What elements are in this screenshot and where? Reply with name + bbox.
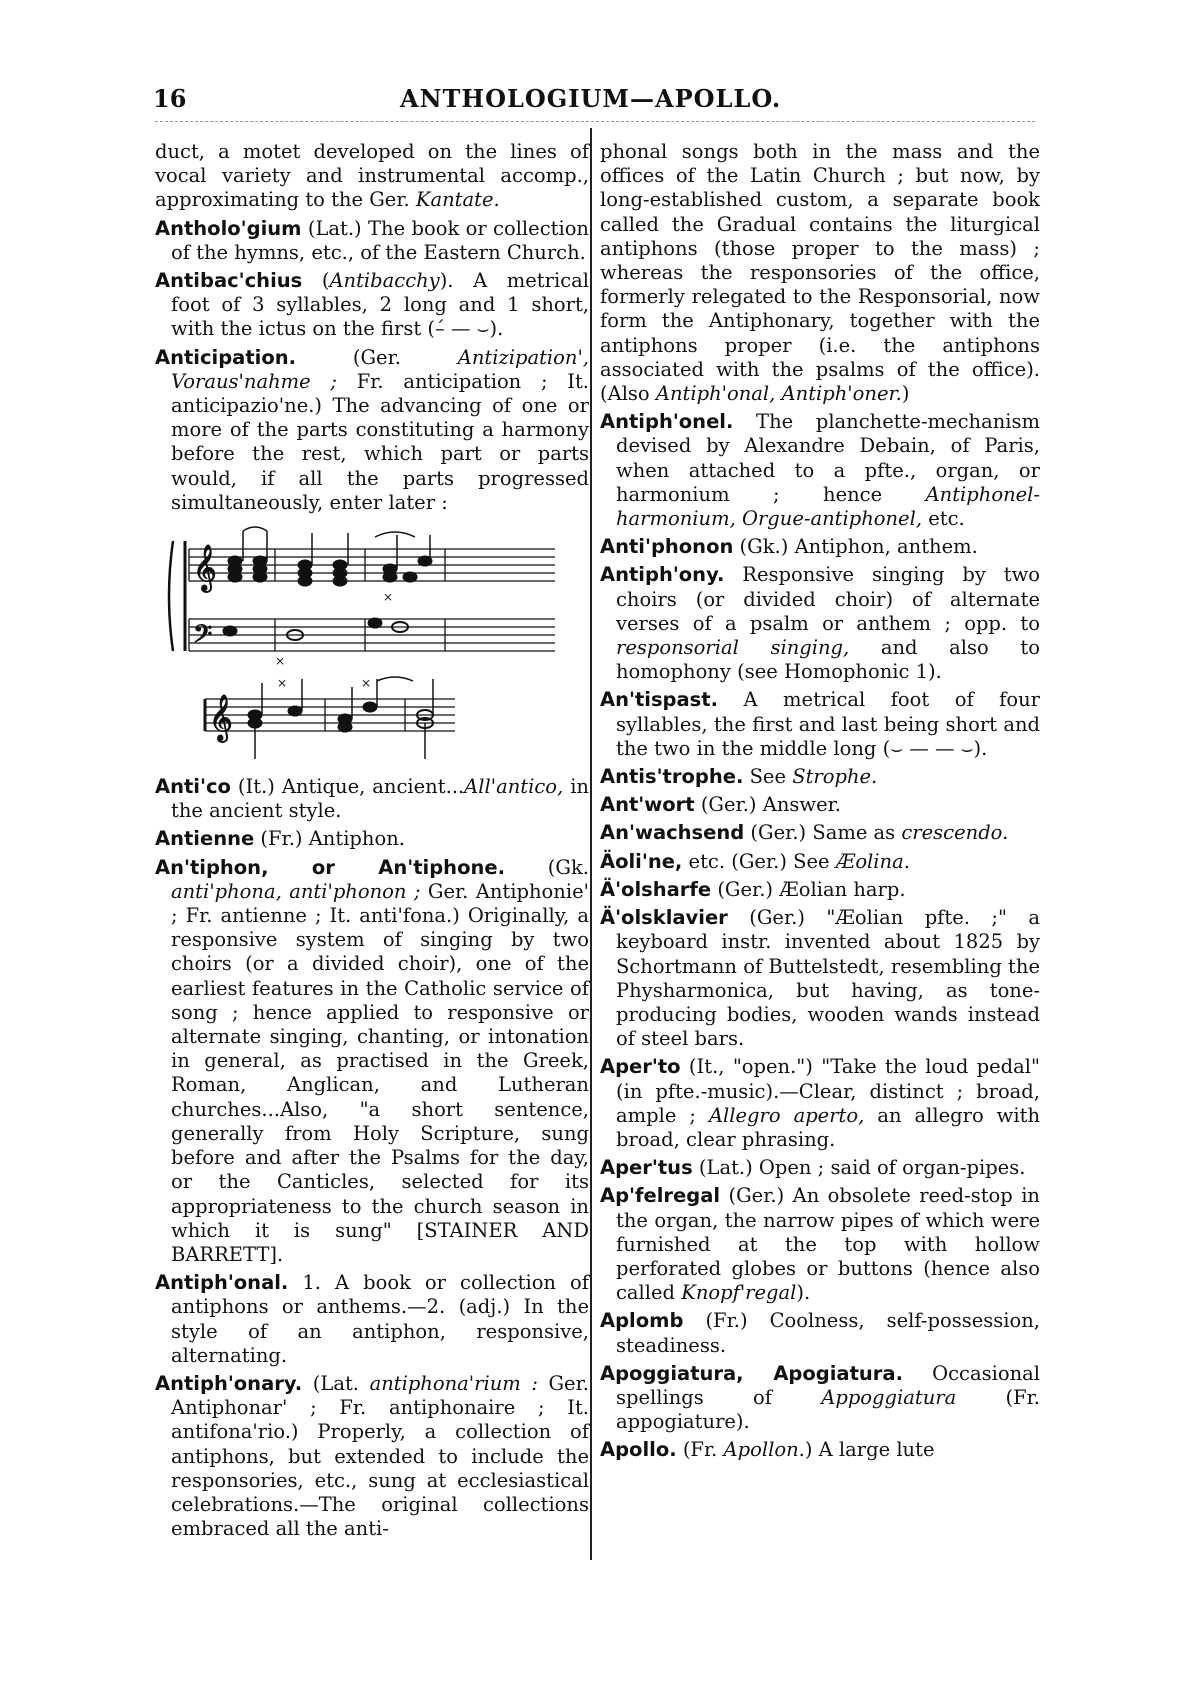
entry-headword: Aplomb — [600, 1309, 684, 1333]
dictionary-entry — [600, 1184, 1040, 1305]
entry-text: 1. A book or collection of antiphons or anthems.—2. (adj.) In the style of an antiphon, responsive, alternating. — [171, 1271, 589, 1367]
dictionary-entry — [600, 878, 1040, 902]
entry-headword: Antiph'onal. — [155, 1271, 289, 1295]
entry-headword: An'wachsend — [600, 821, 745, 845]
entry-text-tail: Ger. Antiphonar' ; Fr. antiphonaire ; It. antifona'rio.) Properly, a collection of antiphons, but extended to include the responsories, etc., sung at ecclesiastical celebrations.—The original collections embraced all the anti- — [171, 1371, 589, 1541]
entry-text: Occasional spellings of — [616, 1361, 1040, 1409]
entry-text: (Lat.) The book or collection of the hymns, etc., of the Eastern Church. — [171, 216, 589, 264]
entry-text: (Lat. — [302, 1371, 370, 1395]
entry-text: (Lat.) Open ; said of organ-pipes. — [692, 1156, 1026, 1180]
entry-headword: An'tiphon, or An'tiphone. — [155, 855, 505, 879]
entry-text: (Gk. — [504, 855, 589, 879]
svg-text:×: × — [277, 676, 288, 691]
entry-italic-text: responsorial singing, — [616, 636, 850, 660]
entry-text-tail: Fr. anticipation ; It. anticipazio'ne.) The advancing of one or more of the parts constituting a harmony before the rest, which part or parts would, if all the parts progressed simultaneously, enter later : — [171, 369, 590, 514]
running-head: ANTHOLOGIUM—APOLLO. — [400, 84, 782, 113]
entry-headword: Ant'wort — [600, 793, 695, 817]
entry-headword: Antienne — [155, 827, 255, 851]
entry-headword: Antholo'gium — [155, 216, 302, 240]
entry-text: (Fr.) Antiphon. — [254, 827, 405, 851]
entry-headword: Ä'olsharfe — [600, 877, 712, 901]
entry-text-tail: ) — [901, 382, 910, 406]
svg-text:×: × — [383, 590, 394, 605]
entry-headword: Anticipation. — [155, 345, 297, 369]
dictionary-entry — [155, 346, 589, 515]
entry-headword: Antis'trophe. — [600, 765, 744, 789]
entry-text: See — [743, 765, 793, 789]
dictionary-entry — [600, 1438, 1040, 1462]
right-column — [600, 140, 1040, 1467]
entry-text-tail: and also to homophony (see Homophonic 1). — [616, 636, 1041, 684]
dictionary-entry — [155, 217, 589, 265]
entry-text-tail: an allegro with broad, clear phrasing. — [616, 1103, 1040, 1151]
entry-text-tail: ). — [796, 1281, 811, 1305]
dictionary-entry — [600, 410, 1040, 531]
svg-text:𝄞: 𝄞 — [193, 545, 217, 592]
entry-italic-text: Knopf'regal — [681, 1281, 797, 1305]
entry-text: (Gk.) Antiphon, anthem. — [733, 535, 978, 559]
entry-text: (Fr. — [676, 1438, 724, 1462]
entry-text: phonal songs both in the mass and the offices of the Latin Church ; but now, by long-established custom, a separate book called the Gradual contains the liturgical antiphons (those proper to the mass) ; whereas the responsories of the office, formerly relegated to the Responsorial, now form the Antiphonary, together with the antiphons proper (i.e. the antiphons associated with the psalms of the office). (Also — [600, 140, 1040, 406]
dictionary-entry — [155, 269, 589, 342]
entry-text: (Ger.) Æolian harp. — [711, 877, 906, 901]
dictionary-entry — [155, 856, 589, 1267]
column-divider — [590, 128, 592, 1560]
dictionary-entry — [600, 765, 1040, 789]
dictionary-entry — [600, 1055, 1040, 1152]
entry-text-tail: (Fr. appogiature). — [616, 1385, 1040, 1434]
entry-headword: Apollo. — [600, 1438, 677, 1462]
entry-text-tail: in the ancient style. — [171, 775, 589, 823]
entry-headword: Ä'olsklavier — [600, 906, 728, 930]
dictionary-entry — [600, 563, 1040, 684]
entry-text: A metrical foot of four syllables, the first and last being short and the two in the middle long (⌣ — — ⌣). — [616, 688, 1040, 760]
left-column — [155, 140, 589, 1545]
entry-italic-text: Kantate. — [415, 188, 500, 212]
header-rule — [155, 121, 1035, 122]
music-example-icon — [155, 519, 575, 767]
entry-headword: Aper'to — [600, 1055, 681, 1079]
entry-headword: Aper'tus — [600, 1156, 693, 1180]
entry-italic-text: antiphona'rium : — [369, 1371, 538, 1395]
entry-italic-text: Æolina. — [835, 849, 910, 873]
entry-text-tail: ). A metrical foot of 3 syllables, 2 long and 1 short, with the ictus on the first (–́ — ⌣). — [171, 269, 589, 341]
entry-italic-text: crescendo. — [901, 821, 1009, 845]
dictionary-entry — [155, 827, 589, 851]
entry-text: Responsive singing by two choirs (or divided choir) of alternate verses of a psalm or anthem ; opp. to — [616, 563, 1040, 635]
entry-headword: Antiph'onel. — [600, 410, 734, 434]
entry-italic-text: Apollon. — [723, 1438, 805, 1462]
entry-text: (Ger.) Same as — [744, 821, 902, 845]
entry-text: (Fr.) Coolness, self-possession, steadiness. — [616, 1309, 1040, 1357]
dictionary-entry — [600, 1362, 1040, 1435]
entry-text: (It., "open.") "Take the loud pedal" (in pfte.-music).—Clear, distinct ; broad, ample ; — [616, 1055, 1040, 1127]
dictionary-entry — [155, 1372, 589, 1541]
dictionary-entry — [600, 906, 1040, 1051]
entry-text: (Ger. — [296, 345, 458, 369]
entry-italic-text: Antiphonel-harmonium, Orgue-antiphonel, — [616, 482, 1040, 531]
dictionary-entry — [155, 1271, 589, 1368]
dictionary-entry — [600, 1309, 1040, 1357]
entry-italic-text: Antibacchy — [329, 269, 440, 293]
dictionary-entry — [600, 688, 1040, 761]
entry-text: duct, a motet developed on the lines of vocal variety and instrumental accomp., approximating to the Ger. — [155, 140, 589, 212]
entry-headword: Äoli'ne, — [600, 849, 683, 873]
entry-headword: Antibac'chius — [155, 269, 303, 293]
dictionary-entry — [600, 140, 1040, 406]
entry-italic-text: Antizipation', Voraus'nahme ; — [171, 345, 589, 393]
entry-text: ( — [302, 269, 330, 293]
entry-text-tail: ) A large lute — [804, 1438, 935, 1462]
entry-headword: Anti'co — [155, 775, 231, 799]
entry-text: (Ger.) "Æolian pfte. ;" a keyboard instr. invented about 1825 by Schortmann of Buttelstedt, resembling the Physharmonica, but having, as tone-producing bodies, wooden wands instead of steel bars. — [616, 906, 1040, 1051]
entry-headword: Antiph'ony. — [600, 563, 725, 587]
svg-text:×: × — [275, 654, 286, 669]
entry-text-tail: Ger. Antiphonie' ; Fr. antienne ; It. anti'fona.) Originally, a responsive system of singing by two choirs (or a divided choir), one of the earliest features in the Catholic service of song ; hence applied to responsive or alternate singing, chanting, or intonation in general, as practised in the Greek, Roman, Anglican, and Lutheran churches...Also, "a short sentence, generally from Holy Scripture, sung before and after the Psalms for the day, or the Canticles, selected for its appropriateness to the church season in which it is sung" [STAINER AND BARRETT]. — [171, 879, 589, 1266]
entry-italic-text: Appoggiatura — [821, 1385, 957, 1409]
svg-text:𝄢: 𝄢 — [193, 620, 213, 656]
entry-text: (It.) Antique, ancient... — [230, 775, 465, 799]
entry-text: etc. (Ger.) See — [682, 849, 836, 873]
entry-headword: Ap'felregal — [600, 1184, 721, 1208]
dictionary-entry — [600, 821, 1040, 845]
dictionary-entry — [600, 1156, 1040, 1180]
entry-headword: Antiph'onary. — [155, 1371, 303, 1395]
entry-text: The planchette-mechanism devised by Alexandre Debain, of Paris, when attached to a pfte., organ, or harmonium ; hence — [616, 410, 1040, 506]
entry-text: (Ger.) Answer. — [694, 793, 841, 817]
dictionary-entry — [600, 535, 1040, 559]
svg-text:𝄞: 𝄞 — [209, 695, 233, 742]
entry-headword: Apoggiatura, Apogiatura. — [600, 1361, 903, 1385]
entry-italic-text: anti'phona, anti'phonon ; — [171, 879, 421, 903]
entry-italic-text: Allegro aperto, — [708, 1103, 865, 1127]
entry-italic-text: All'antico, — [464, 775, 564, 799]
entry-headword: Anti'phonon — [600, 535, 734, 559]
entry-headword: An'tispast. — [600, 688, 719, 712]
dictionary-entry — [600, 793, 1040, 817]
entry-italic-text: Strophe. — [792, 765, 878, 789]
page-number: 16 — [153, 84, 187, 113]
dictionary-entry — [155, 775, 589, 823]
dictionary-entry — [600, 850, 1040, 874]
svg-text:×: × — [361, 676, 372, 691]
dictionary-entry — [155, 140, 589, 213]
entry-text: (Ger.) An obsolete reed-stop in the organ, the narrow pipes of which were furnished at the top with hollow perforated globes or buttons (hence also called — [616, 1184, 1040, 1305]
entry-italic-text: Antiph'onal, Antiph'oner. — [655, 382, 902, 406]
entry-text-tail: etc. — [922, 507, 965, 531]
